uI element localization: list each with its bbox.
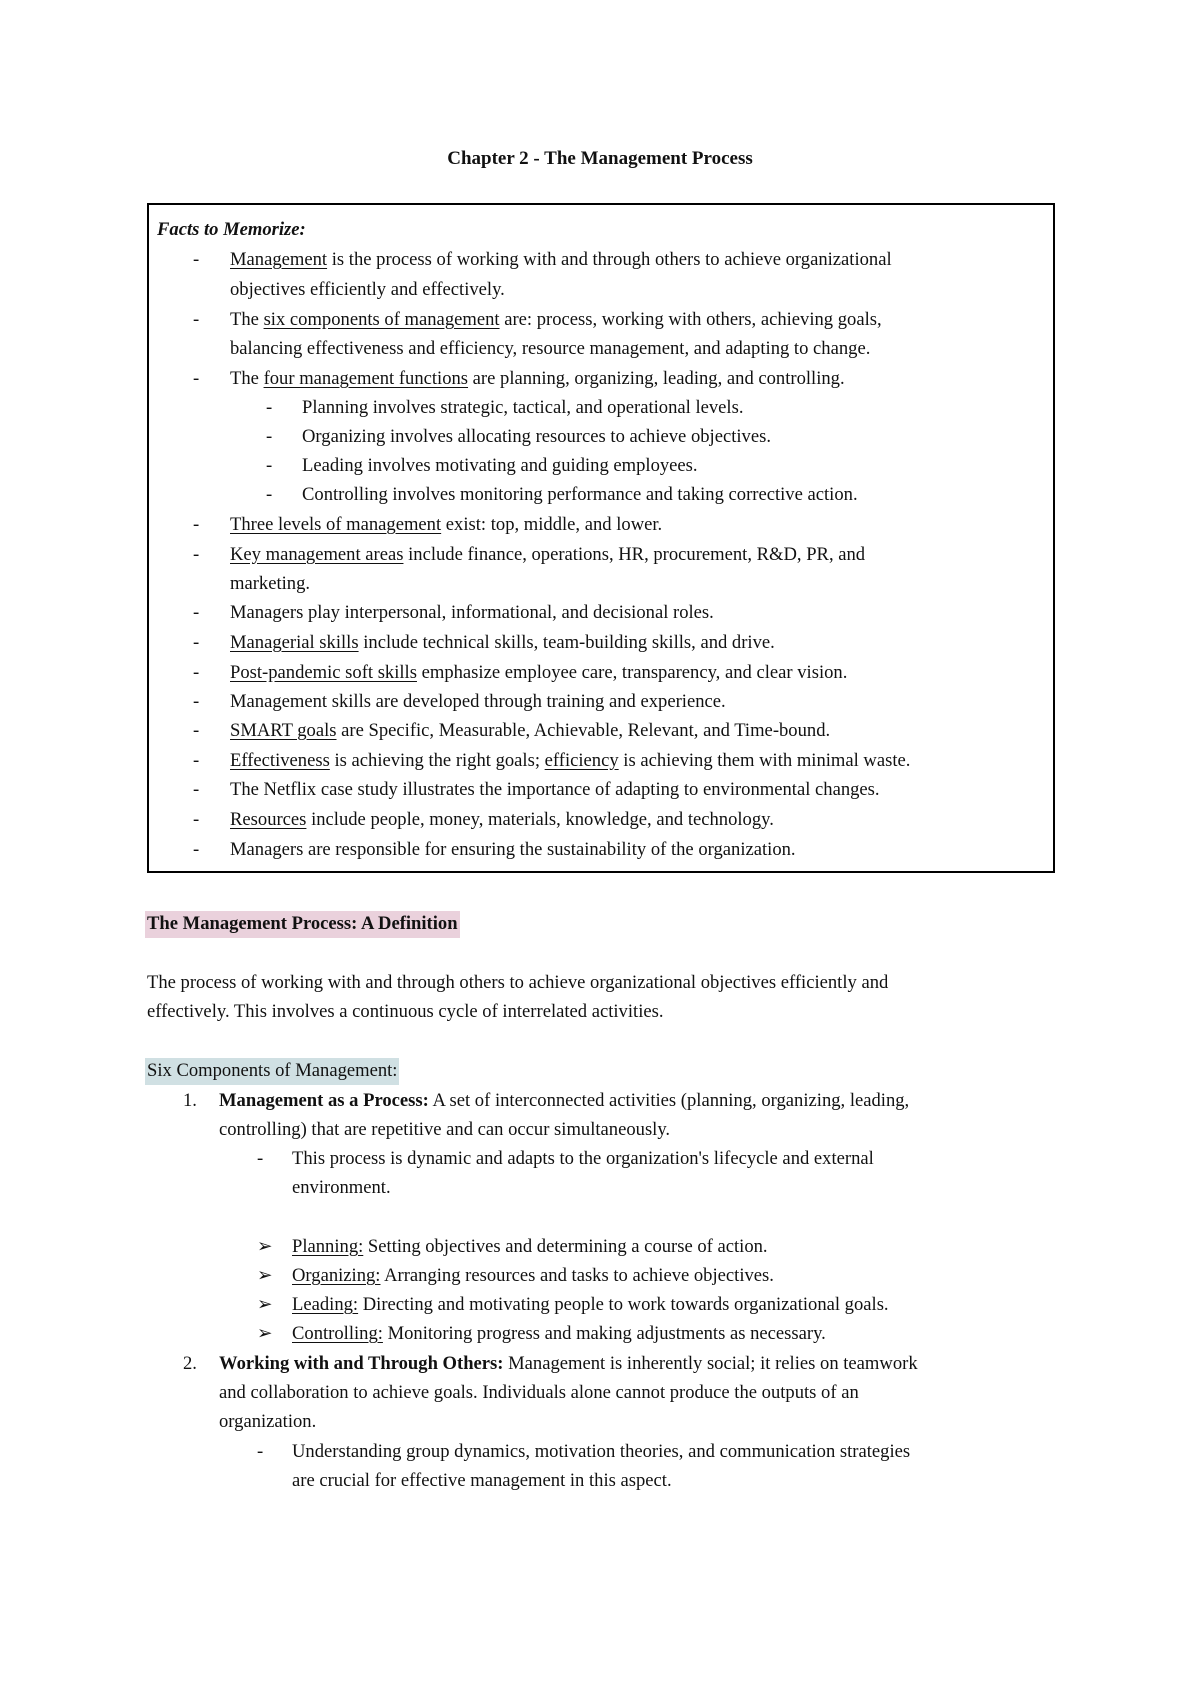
section-heading-definition: The Management Process: A Definition (145, 913, 460, 935)
fact-controlling: Controlling involves monitoring performance and taking corrective action. (302, 484, 858, 505)
bullet-dash: - (193, 309, 200, 330)
fact-soft-skills: Post-pandemic soft skills emphasize employee care, transparency, and clear vision. (230, 662, 848, 683)
arrow-bullet-icon: ➢ (257, 1294, 273, 1315)
sub-bullet-dash: - (266, 455, 273, 476)
bullet-dash: - (193, 750, 200, 771)
fact-managerial-skills: Managerial skills include technical skills, team-building skills, and drive. (230, 632, 775, 653)
bullet-dash: - (193, 544, 200, 565)
section-heading-components: Six Components of Management: (145, 1060, 399, 1082)
fact-effectiveness: Effectiveness is achieving the right goals; efficiency is achieving them with minimal waste. (230, 750, 911, 771)
bullet-dash: - (193, 514, 200, 535)
definition-paragraph-cont: effectively. This involves a continuous cycle of interrelated activities. (147, 1001, 664, 1022)
arrow-bullet-icon: ➢ (257, 1323, 273, 1344)
sub-bullet-dash: - (257, 1441, 264, 1462)
fact-resources: Resources include people, money, materials, knowledge, and technology. (230, 809, 774, 830)
bullet-dash: - (193, 809, 200, 830)
component-working-with-others-cont2: organization. (219, 1411, 317, 1432)
fact-management: Management is the process of working with and through others to achieve organizational (230, 249, 892, 270)
component-working-with-others-cont: and collaboration to achieve goals. Individuals alone cannot produce the outputs of an (219, 1382, 859, 1403)
bullet-dash: - (193, 839, 200, 860)
component-process-cont: controlling) that are repetitive and can occur simultaneously. (219, 1119, 671, 1140)
fact-organizing: Organizing involves allocating resources to achieve objectives. (302, 426, 771, 447)
fact-management-cont: objectives efficiently and effectively. (230, 279, 505, 300)
component-process: Management as a Process: A set of interconnected activities (planning, organizing, leading, (219, 1090, 910, 1111)
arrow-bullet-icon: ➢ (257, 1265, 273, 1286)
fact-six-components-cont: balancing effectiveness and efficiency, resource management, and adapting to change. (230, 338, 871, 359)
fact-leading: Leading involves motivating and guiding employees. (302, 455, 698, 476)
fact-netflix: The Netflix case study illustrates the importance of adapting to environmental changes. (230, 779, 880, 800)
fact-planning: Planning involves strategic, tactical, and operational levels. (302, 397, 744, 418)
bullet-dash: - (193, 779, 200, 800)
component-process-note: This process is dynamic and adapts to the organization's lifecycle and external (292, 1148, 874, 1169)
fact-three-levels: Three levels of management exist: top, middle, and lower. (230, 514, 663, 535)
bullet-dash: - (193, 691, 200, 712)
arrow-bullet-icon: ➢ (257, 1236, 273, 1257)
facts-heading: Facts to Memorize: (157, 219, 306, 240)
sub-bullet-dash: - (257, 1148, 264, 1169)
component-process-note-cont: environment. (292, 1177, 391, 1198)
bullet-dash: - (193, 368, 200, 389)
fact-smart-goals: SMART goals are Specific, Measurable, Achievable, Relevant, and Time-bound. (230, 720, 831, 741)
list-number: 2. (183, 1353, 197, 1374)
list-number: 1. (183, 1090, 197, 1111)
bullet-dash: - (193, 662, 200, 683)
bullet-dash: - (193, 602, 200, 623)
function-organizing: Organizing: Arranging resources and tasks to achieve objectives. (292, 1265, 774, 1286)
fact-sustainability: Managers are responsible for ensuring the sustainability of the organization. (230, 839, 796, 860)
fact-four-functions: The four management functions are planning, organizing, leading, and controlling. (230, 368, 845, 389)
function-planning: Planning: Setting objectives and determining a course of action. (292, 1236, 768, 1257)
bullet-dash: - (193, 632, 200, 653)
component-working-note-cont: are crucial for effective management in this aspect. (292, 1470, 672, 1491)
fact-six-components: The six components of management are: process, working with others, achieving goals, (230, 309, 882, 330)
function-leading: Leading: Directing and motivating people to work towards organizational goals. (292, 1294, 889, 1315)
component-working-note: Understanding group dynamics, motivation theories, and communication strategies (292, 1441, 911, 1462)
fact-key-areas: Key management areas include finance, operations, HR, procurement, R&D, PR, and (230, 544, 866, 565)
function-controlling: Controlling: Monitoring progress and making adjustments as necessary. (292, 1323, 826, 1344)
fact-skill-development: Management skills are developed through training and experience. (230, 691, 726, 712)
fact-key-areas-cont: marketing. (230, 573, 311, 594)
sub-bullet-dash: - (266, 397, 273, 418)
facts-box (147, 203, 1055, 873)
sub-bullet-dash: - (266, 426, 273, 447)
sub-bullet-dash: - (266, 484, 273, 505)
component-working-with-others: Working with and Through Others: Management is inherently social; it relies on teamwork (219, 1353, 918, 1374)
page-title: Chapter 2 - The Management Process (447, 148, 753, 169)
bullet-dash: - (193, 249, 200, 270)
fact-roles: Managers play interpersonal, informational, and decisional roles. (230, 602, 714, 623)
bullet-dash: - (193, 720, 200, 741)
definition-paragraph: The process of working with and through others to achieve organizational objectives efficiently and (147, 972, 889, 993)
